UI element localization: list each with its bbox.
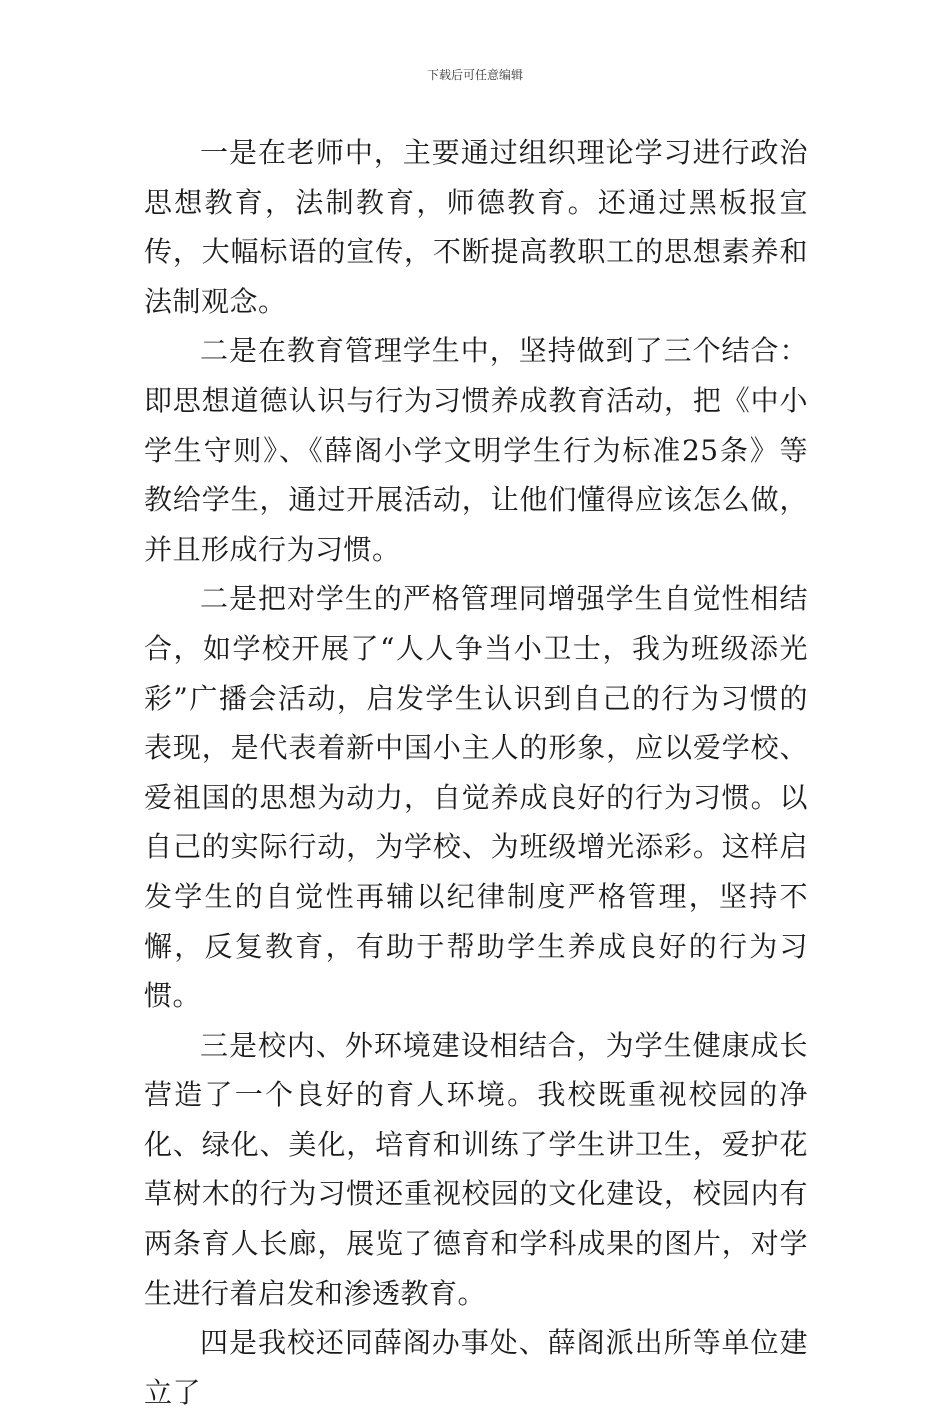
page-header-note: 下载后可任意编辑 [426,68,523,82]
paragraph-partnership: 四是我校还同薛阁办事处、薛阁派出所等单位建立了 [144,1326,808,1409]
paragraph-three-combinations: 二是在教育管理学生中，坚持做到了三个结合：即思想道德认识与行为习惯养成教育活动，把《中小学生守则》、《薛阁小学文明学生行为标准25条》等教给学生，通过开展活动，让他们懂得应该怎么做，并且形成行为习惯。 [144,334,808,566]
paragraph-environment: 三是校内、外环境建设相结合，为学生健康成长营造了一个良好的育人环境。我校既重视校园的净化、绿化、美化，培育和训练了学生讲卫生，爱护花草树木的行为习惯还重视校园的文化建设，校园内有两条育人长廊，展览了德育和学科成果的图片，对学生进行着启发和渗透教育。 [144,1028,808,1310]
paragraph-strict-management: 二是把对学生的严格管理同增强学生自觉性相结合，如学校开展了“人人争当小卫士，我为班级添光彩”广播会活动，启发学生认识到自己的行为习惯的表现，是代表着新中国小主人的形象，应以爱学校、爱祖国的思想为动力，自觉养成良好的行为习惯。以自己的实际行动，为学校、为班级增光添彩。这样启发学生的自觉性再辅以纪律制度严格管理，坚持不懈，反复教育，有助于帮助学生养成良好的行为习惯。 [144,582,808,1013]
document-body [144,128,808,1417]
paragraph-teachers: 一是在老师中，主要通过组织理论学习进行政治思想教育，法制教育，师德教育。还通过黑板报宣传，大幅标语的宣传，不断提高教职工的思想素养和法制观念。 [144,136,808,318]
